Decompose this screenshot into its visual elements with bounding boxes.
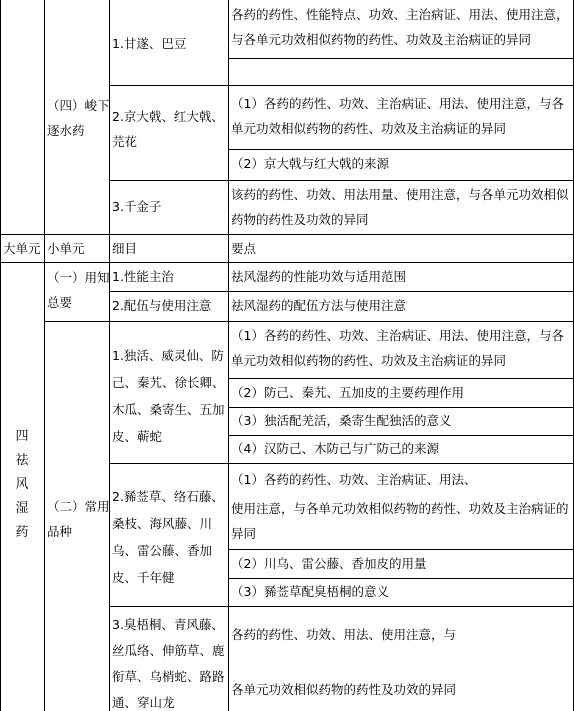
unit-label: （一）用知 总要 — [47, 270, 110, 310]
item-cell: 1.性能主治 — [112, 269, 174, 284]
points-cell: 祛风湿药的配伍方法与使用注意 — [231, 298, 407, 313]
unit-label: （四）峻下 逐水药 — [47, 98, 110, 138]
points-cell: （2）防己、秦艽、五加皮的主要药理作用 — [231, 385, 464, 400]
points-cell: （2）川乌、雷公藤、香加皮的用量 — [231, 556, 427, 571]
major-unit-label: 四 祛 风 湿 药 — [15, 429, 29, 540]
points-cell: 各药的药性、功效、用法、使用注意，与 — [231, 627, 457, 642]
points-cell: 使用注意，与各单元功效相似药物的药性、功效及主治病证的 异同 — [231, 501, 569, 541]
item-cell: 3.臭梧桐、青风藤、 丝瓜络、伸筋草、鹿 衔草、乌梢蛇、路路 通、穿山龙 — [112, 617, 225, 710]
points-cell: （4）汉防己、木防己与广防己的来源 — [231, 441, 439, 456]
item-cell: 2.京大戟、红大戟、 芫花 — [112, 109, 224, 149]
points-cell: 该药的药性、功效、用法用量、使用注意，与各单元功效相似 药物的药性及功效的异同 — [231, 187, 569, 227]
unit-label: （二）常用 品种 — [47, 499, 110, 539]
points-cell: 各单元功效相似药物的药性及功效的异同 — [231, 682, 457, 697]
points-cell: 祛风湿药的性能功效与适用范围 — [231, 269, 407, 284]
header-minor-unit: 小单元 — [47, 241, 85, 256]
header-points: 要点 — [231, 241, 257, 256]
header-item: 细目 — [112, 241, 138, 256]
points-cell: （2）京大戟与红大戟的来源 — [231, 156, 389, 171]
item-cell: 1.甘遂、巴豆 — [112, 36, 187, 51]
item-cell: 3.千金子 — [112, 199, 162, 214]
points-cell: 各药的药性、性能特点、功效、主治病证、用法、使用注意， 与各单元功效相似药物的药性、功效及主治病证的异同 — [231, 7, 569, 47]
points-cell: （1）各药的药性、功效、主治病证、用法、使用注意，与各 单元功效相似药物的药性、功效及主治病证的异同 — [231, 96, 564, 136]
header-major-unit: 大单元 — [3, 241, 41, 256]
item-cell: 2.配伍与使用注意 — [112, 298, 212, 313]
item-cell: 1.独活、威灵仙、防 己、秦艽、徐长卿、 木瓜、桑寄生、五加 皮、蕲蛇 — [112, 348, 225, 444]
item-cell: 2.豨莶草、络石藤、 桑枝、海风藤、川 乌、雷公藤、香加 皮、千年健 — [112, 489, 224, 585]
points-cell: （3）豨莶草配臭梧桐的意义 — [231, 584, 389, 599]
points-cell: （1）各药的药性、功效、主治病证、用法、 — [231, 472, 477, 487]
points-cell: （3）独活配羌活，桑寄生配独活的意义 — [231, 413, 452, 428]
points-cell: （1）各药的药性、功效、主治病证、用法、使用注意，与各 单元功效相似药物的药性、功效及主治病证的异同 — [231, 328, 564, 368]
